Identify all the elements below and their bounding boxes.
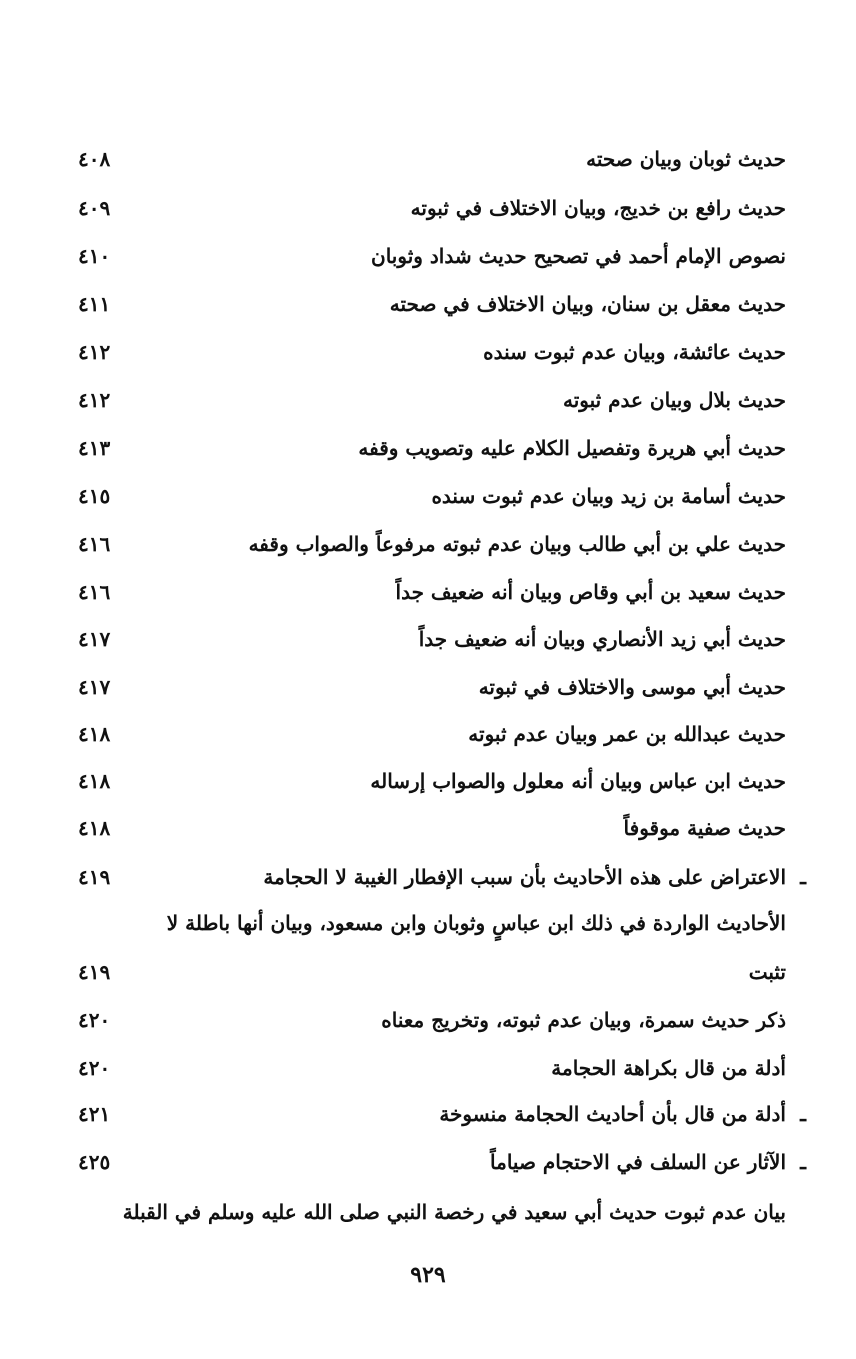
toc-entry — [60, 901, 790, 945]
entry-title: الآثار عن السلف في الاحتجام صياماً — [490, 1150, 786, 1174]
entry-title: حديث صفية موقوفاً — [623, 816, 786, 840]
toc-entry — [60, 330, 790, 374]
page-number: ٩٢٩ — [410, 1262, 446, 1288]
entry-title: حديث علي بن أبي طالب وبيان عدم ثبوته مرفوعاً والصواب وقفه — [248, 532, 786, 556]
toc-entry — [60, 855, 806, 899]
toc-entry — [60, 186, 790, 230]
entry-page-number: ٤١١ — [78, 292, 111, 316]
entry-page-number: ٤٠٩ — [78, 196, 111, 220]
entry-title: حديث ابن عباس وبيان أنه معلول والصواب إرساله — [370, 769, 786, 793]
toc-entry — [60, 950, 790, 994]
entry-title: حديث أبي هريرة وتفصيل الكلام عليه وتصويب وقفه — [358, 436, 786, 460]
toc-entry — [60, 474, 790, 518]
entry-page-number: ٤٢١ — [78, 1102, 111, 1126]
entry-title: حديث أسامة بن زيد وبيان عدم ثبوت سنده — [431, 484, 786, 508]
entry-page-number: ٤١٧ — [78, 675, 111, 699]
entry-page-number: ٤١٨ — [78, 769, 111, 793]
toc-entry — [60, 1046, 790, 1090]
entry-page-number: ٤١٦ — [78, 532, 111, 556]
toc-entry — [60, 998, 790, 1042]
entry-title: بيان عدم ثبوت حديث أبي سعيد في رخصة النبي صلى الله عليه وسلم في القبلة — [122, 1200, 786, 1224]
toc-entry — [60, 806, 790, 850]
entry-title: الأحاديث الواردة في ذلك ابن عباسٍ وثوبان وابن مسعود، وبيان أنها باطلة لا — [166, 911, 786, 935]
entry-title: الاعتراض على هذه الأحاديث بأن سبب الإفطار الغيبة لا الحجامة — [263, 865, 786, 889]
entry-title: حديث عائشة، وبيان عدم ثبوت سنده — [483, 340, 786, 364]
toc-entry — [60, 617, 790, 661]
entry-page-number: ٤١٧ — [78, 627, 111, 651]
entry-page-number: ٤١٩ — [78, 960, 111, 984]
entry-page-number: ٤٢٠ — [78, 1008, 111, 1032]
entry-page-number: ٤٠٨ — [78, 147, 111, 171]
dash-marker: ـ — [800, 1150, 806, 1174]
entry-title: ذكر حديث سمرة، وبيان عدم ثبوته، وتخريج معناه — [381, 1008, 786, 1032]
entry-title: حديث أبي زيد الأنصاري وبيان أنه ضعيف جداً — [418, 627, 786, 651]
toc-entry — [60, 282, 790, 326]
toc-entry — [60, 1140, 806, 1184]
dash-marker: ـ — [800, 865, 806, 889]
entry-title: حديث سعيد بن أبي وقاص وبيان أنه ضعيف جداً — [395, 580, 786, 604]
entry-title: أدلة من قال بكراهة الحجامة — [551, 1056, 786, 1080]
entry-page-number: ٤٢٠ — [78, 1056, 111, 1080]
entry-page-number: ٤١٨ — [78, 722, 111, 746]
entry-page-number: ٤١٨ — [78, 816, 111, 840]
toc-entry — [60, 522, 790, 566]
toc-entry — [60, 426, 790, 470]
toc-entry — [60, 1190, 790, 1234]
entry-page-number: ٤٢٥ — [78, 1150, 111, 1174]
entry-page-number: ٤١٥ — [78, 484, 111, 508]
toc-entry — [60, 378, 790, 422]
entry-page-number: ٤١٢ — [78, 340, 111, 364]
toc-entry — [60, 759, 790, 803]
toc-entry — [60, 570, 790, 614]
entry-page-number: ٤١٢ — [78, 388, 111, 412]
entry-page-number: ٤١٩ — [78, 865, 111, 889]
dash-marker: ـ — [800, 1102, 806, 1126]
entry-title: حديث ثوبان وبيان صحته — [586, 147, 786, 171]
entry-title: أدلة من قال بأن أحاديث الحجامة منسوخة — [439, 1102, 786, 1126]
entry-title: حديث أبي موسى والاختلاف في ثبوته — [478, 675, 786, 699]
entry-title: حديث بلال وبيان عدم ثبوته — [562, 388, 786, 412]
entry-title: حديث رافع بن خديج، وبيان الاختلاف في ثبوته — [410, 196, 786, 220]
toc-entry — [60, 137, 790, 181]
entry-page-number: ٤١٠ — [78, 244, 111, 268]
entry-title: نصوص الإمام أحمد في تصحيح حديث شداد وثوبان — [371, 244, 786, 268]
toc-entry — [60, 665, 790, 709]
toc-entry — [60, 712, 790, 756]
toc-entry — [60, 234, 790, 278]
entry-page-number: ٤١٣ — [78, 436, 111, 460]
entry-title: حديث معقل بن سنان، وبيان الاختلاف في صحته — [389, 292, 786, 316]
toc-entry — [60, 1092, 806, 1136]
entry-page-number: ٤١٦ — [78, 580, 111, 604]
entry-title: حديث عبدالله بن عمر وبيان عدم ثبوته — [468, 722, 786, 746]
entry-title-continuation: تثبت — [748, 960, 786, 984]
